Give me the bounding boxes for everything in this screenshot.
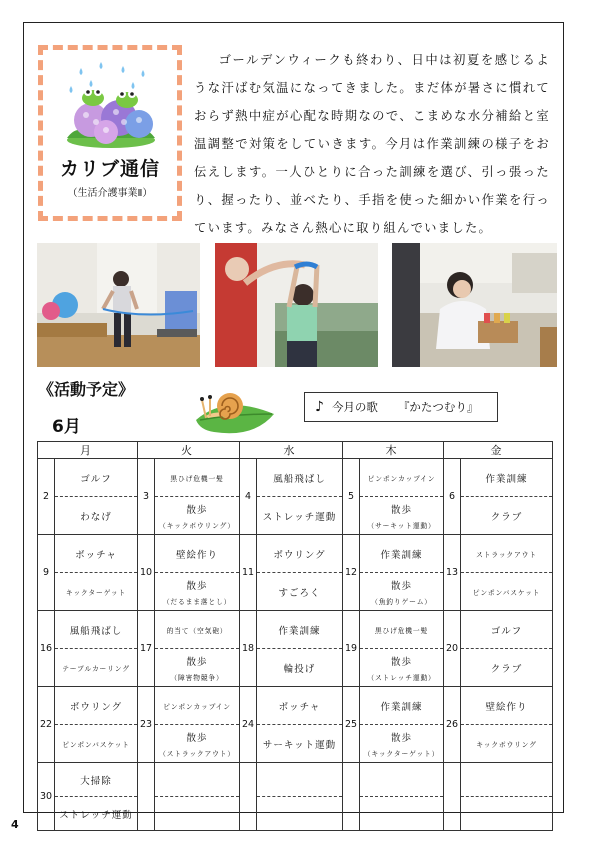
calendar-day-activities — [360, 687, 444, 763]
weekday-thu: 木 — [343, 442, 444, 459]
calendar-day-activities — [257, 459, 343, 535]
calendar-day-activities — [461, 763, 553, 831]
newsletter-logo — [38, 45, 182, 221]
morning-activity — [155, 535, 239, 573]
morning-activity — [461, 687, 552, 725]
morning-activity-label: ボッチャ — [278, 701, 321, 713]
afternoon-activity-label: 散歩 — [390, 656, 412, 668]
afternoon-activity-detail: （サーキット運動） — [367, 521, 436, 530]
calendar-day-activities — [257, 535, 343, 611]
afternoon-activity — [55, 573, 137, 610]
calendar-day-activities — [155, 459, 240, 535]
morning-activity — [461, 611, 552, 649]
weekday-wed: 水 — [240, 442, 343, 459]
page-number: 4 — [11, 818, 19, 831]
morning-activity-label: ストラックアウト — [476, 550, 537, 559]
calendar-date: 23 — [138, 687, 155, 763]
afternoon-activity — [55, 497, 137, 534]
morning-activity — [155, 459, 239, 497]
afternoon-activity — [360, 573, 443, 610]
calendar-day-activities — [360, 763, 444, 831]
morning-activity — [360, 535, 443, 573]
afternoon-activity-label: すごろく — [278, 587, 321, 599]
calendar-date — [343, 763, 360, 831]
calendar-day-activities — [257, 611, 343, 687]
afternoon-activity — [55, 797, 137, 830]
calendar-date — [138, 763, 155, 831]
morning-activity-label: 風船飛ばし — [69, 625, 123, 637]
morning-activity — [55, 611, 137, 649]
photo-assisted-stretch — [215, 243, 378, 367]
calendar-date: 4 — [240, 459, 257, 535]
morning-activity — [55, 687, 137, 725]
calendar-date: 26 — [444, 687, 461, 763]
calendar-date: 19 — [343, 611, 360, 687]
song-title: 『かたつむり』 — [397, 400, 479, 414]
afternoon-activity-label: キックボウリング — [476, 740, 537, 749]
calendar-week-row — [38, 611, 553, 687]
morning-activity — [55, 535, 137, 573]
afternoon-activity — [257, 497, 342, 534]
afternoon-activity — [360, 725, 443, 762]
morning-activity — [257, 611, 342, 649]
morning-activity-label: 大掃除 — [80, 775, 112, 787]
song-label: 今月の歌 — [331, 400, 378, 414]
afternoon-activity-label: 散歩 — [186, 504, 208, 516]
calendar-week-row — [38, 763, 553, 831]
afternoon-activity-detail: （ストラックアウト） — [159, 749, 235, 758]
morning-activity — [360, 763, 443, 797]
afternoon-activity — [461, 725, 552, 762]
calendar-date: 17 — [138, 611, 155, 687]
morning-activity-label: 黒ひげ危機一髪 — [374, 626, 429, 635]
calendar-date: 25 — [343, 687, 360, 763]
afternoon-activity — [155, 649, 239, 686]
morning-activity-label: 風船飛ばし — [273, 473, 326, 485]
hydrangea-frog-illustration — [61, 60, 161, 150]
newsletter-title: カリブ通信 — [59, 158, 160, 180]
calendar-week-row — [38, 535, 553, 611]
morning-activity — [360, 687, 443, 725]
calendar-day-activities — [360, 459, 444, 535]
music-note-icon: ♪ — [315, 399, 324, 415]
calendar-day-activities — [155, 611, 240, 687]
morning-activity-label: 的当て（空気砲） — [166, 626, 228, 635]
morning-activity — [155, 611, 239, 649]
afternoon-activity-label: 散歩 — [186, 732, 208, 744]
calendar-date: 2 — [38, 459, 55, 535]
calendar-day-activities — [155, 687, 240, 763]
photo-resistance-band-training — [37, 243, 200, 367]
photo-fine-motor-task — [392, 243, 557, 367]
calendar-day-activities — [55, 459, 138, 535]
afternoon-activity-label: 散歩 — [186, 656, 208, 668]
afternoon-activity-detail: （だるまま落とし） — [162, 597, 232, 606]
afternoon-activity — [461, 649, 552, 686]
calendar-date: 3 — [138, 459, 155, 535]
calendar-day-activities — [461, 535, 553, 611]
morning-activity — [360, 459, 443, 497]
morning-activity — [461, 763, 552, 797]
morning-activity-label: 作業訓練 — [485, 473, 528, 485]
afternoon-activity-detail: （障害物競争） — [170, 673, 224, 682]
intro-paragraph: ゴールデンウィークも終わり、日中は初夏を感じるような汗ばむ気温になってきました。まだ体が暑さに慣れておらず熱中症が心配な時期なので、こまめな水分補給と室温調整で対策をしていきます。今月は作業訓練の様子をお伝えします。一人ひとりに合った訓練を選び、引っ張ったり、握ったり、並べたり、手指を使った細かい作業を行っています。みなさん熱心に取り組んでいました。 — [194, 53, 550, 235]
afternoon-activity-detail: （キックターゲット） — [363, 749, 440, 758]
morning-activity-label: 黒ひげ危機一髪 — [170, 474, 224, 483]
afternoon-activity-label: 輪投げ — [283, 663, 316, 675]
morning-activity — [257, 535, 342, 573]
weekday-tue: 火 — [138, 442, 240, 459]
afternoon-activity-label: サーキット運動 — [262, 739, 337, 751]
morning-activity — [257, 687, 342, 725]
afternoon-activity — [55, 649, 137, 686]
afternoon-activity — [257, 573, 342, 610]
afternoon-activity — [155, 497, 239, 534]
calendar-day-activities — [55, 535, 138, 611]
morning-activity-label: 作業訓練 — [380, 701, 423, 713]
afternoon-activity-label: ピンポンバスケット — [472, 588, 541, 597]
afternoon-activity-label: わなげ — [80, 511, 112, 523]
morning-activity — [55, 763, 137, 797]
morning-activity — [461, 459, 552, 497]
morning-activity — [155, 763, 239, 797]
morning-activity-label: ゴルフ — [490, 625, 523, 637]
morning-activity-label: ピンポンカップイン — [163, 702, 231, 711]
schedule-section-title: 《活動予定》 — [38, 380, 135, 399]
morning-activity-label: 壁絵作り — [485, 701, 528, 713]
afternoon-activity-label: ピンポンバスケット — [62, 740, 130, 749]
calendar-date: 12 — [343, 535, 360, 611]
afternoon-activity — [461, 573, 552, 610]
calendar-date — [444, 763, 461, 831]
calendar-date: 10 — [138, 535, 155, 611]
morning-activity-label: ボウリング — [273, 549, 326, 561]
afternoon-activity-detail: （魚釣りゲーム） — [371, 597, 432, 606]
calendar-date: 20 — [444, 611, 461, 687]
calendar-date: 22 — [38, 687, 55, 763]
morning-activity-label: ピンポンカップイン — [367, 474, 436, 483]
calendar-day-activities — [155, 763, 240, 831]
calendar-date: 18 — [240, 611, 257, 687]
morning-activity-label: 作業訓練 — [278, 625, 321, 637]
morning-activity-label: ボッチャ — [75, 549, 117, 561]
calendar-day-activities — [360, 535, 444, 611]
afternoon-activity — [461, 797, 552, 830]
calendar-day-activities — [55, 611, 138, 687]
calendar-day-activities — [257, 763, 343, 831]
afternoon-activity-label: ストレッチ運動 — [262, 511, 337, 523]
calendar-day-activities — [155, 535, 240, 611]
afternoon-activity-label: クラブ — [490, 663, 523, 675]
afternoon-activity — [257, 797, 342, 830]
snail-leaf-illustration — [190, 374, 276, 436]
calendar-date: 6 — [444, 459, 461, 535]
afternoon-activity-label: 散歩 — [390, 580, 412, 592]
afternoon-activity — [360, 797, 443, 830]
calendar-day-activities — [461, 611, 553, 687]
weekday-mon: 月 — [38, 442, 138, 459]
afternoon-activity — [257, 725, 342, 762]
calendar-date: 13 — [444, 535, 461, 611]
afternoon-activity — [155, 725, 239, 762]
activity-calendar — [37, 441, 553, 831]
morning-activity-label: 壁絵作り — [175, 549, 218, 561]
weekday-fri: 金 — [444, 442, 553, 459]
afternoon-activity-label: ストレッチ運動 — [59, 809, 133, 821]
calendar-date — [240, 763, 257, 831]
song-of-the-month — [304, 392, 498, 422]
morning-activity-label: ゴルフ — [80, 473, 112, 485]
morning-activity-label: 作業訓練 — [380, 549, 423, 561]
calendar-date: 24 — [240, 687, 257, 763]
morning-activity — [155, 687, 239, 725]
calendar-date: 11 — [240, 535, 257, 611]
calendar-day-activities — [360, 611, 444, 687]
morning-activity — [257, 459, 342, 497]
calendar-day-activities — [55, 687, 138, 763]
weekday-header-row — [38, 442, 553, 459]
calendar-week-row — [38, 687, 553, 763]
calendar-day-activities — [257, 687, 343, 763]
morning-activity — [461, 535, 552, 573]
morning-activity — [257, 763, 342, 797]
calendar-date: 5 — [343, 459, 360, 535]
calendar-date: 9 — [38, 535, 55, 611]
afternoon-activity-label: 散歩 — [390, 732, 412, 744]
afternoon-activity-label: キックターゲット — [65, 588, 127, 597]
calendar-day-activities — [461, 687, 553, 763]
afternoon-activity-label: 散歩 — [186, 580, 208, 592]
morning-activity — [55, 459, 137, 497]
afternoon-activity — [55, 725, 137, 762]
calendar-date: 16 — [38, 611, 55, 687]
afternoon-activity-label: クラブ — [490, 511, 523, 523]
afternoon-activity-label: 散歩 — [390, 504, 412, 516]
newsletter-subtitle: （生活介護事業Ⅱ） — [67, 188, 153, 199]
schedule-month: 6月 — [52, 417, 81, 437]
calendar-day-activities — [55, 763, 138, 831]
morning-activity-label: ボウリング — [69, 701, 123, 713]
afternoon-activity — [257, 649, 342, 686]
afternoon-activity — [461, 497, 552, 534]
afternoon-activity — [360, 497, 443, 534]
afternoon-activity-detail: （キックボウリング） — [159, 521, 235, 530]
afternoon-activity-detail: （ストレッチ運動） — [367, 673, 436, 682]
calendar-day-activities — [461, 459, 553, 535]
calendar-date: 30 — [38, 763, 55, 831]
calendar-week-row — [38, 459, 553, 535]
afternoon-activity — [155, 573, 239, 610]
afternoon-activity — [360, 649, 443, 686]
afternoon-activity — [155, 797, 239, 830]
afternoon-activity-label: テーブルカーリング — [62, 664, 130, 673]
morning-activity — [360, 611, 443, 649]
